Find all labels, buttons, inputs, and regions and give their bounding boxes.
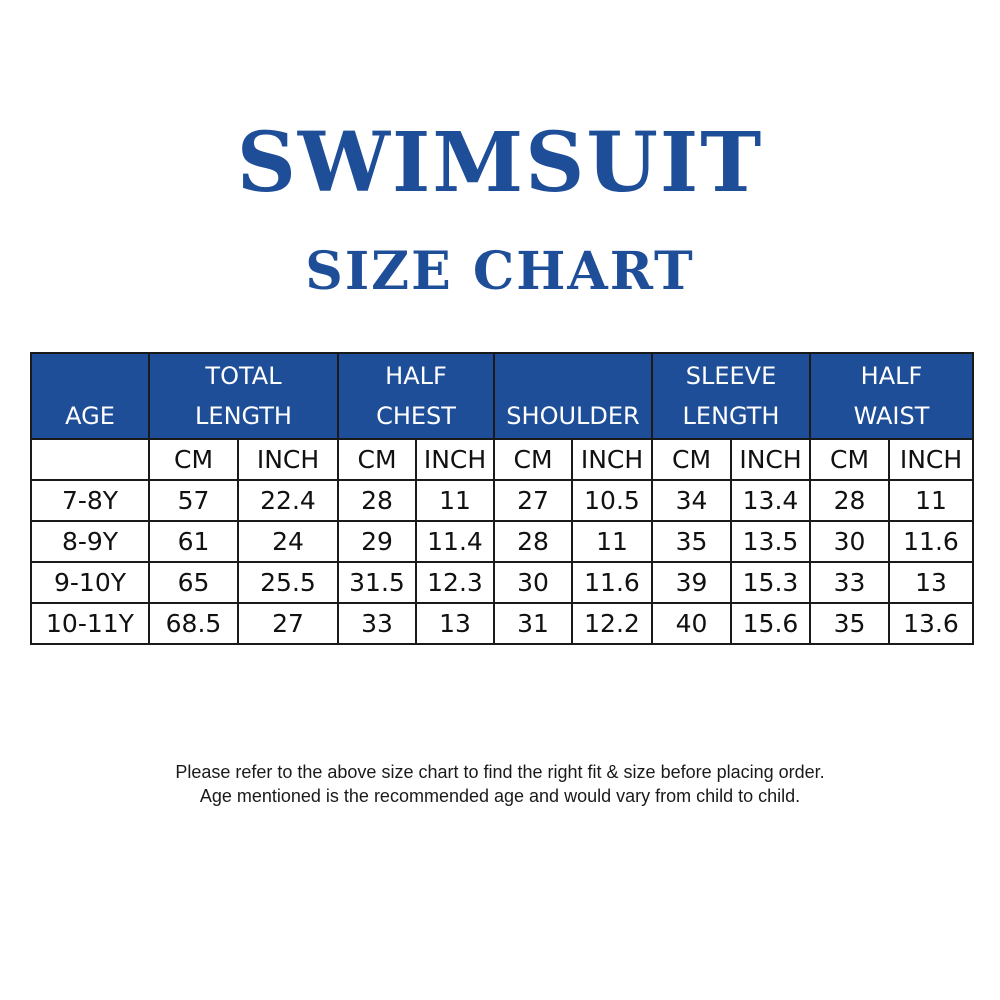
unit-cell: INCH — [416, 439, 494, 480]
value-cell: 40 — [652, 603, 731, 644]
value-cell: 24 — [238, 521, 338, 562]
value-cell: 25.5 — [238, 562, 338, 603]
value-cell: 15.3 — [731, 562, 810, 603]
header-half-waist: HALF WAIST — [810, 353, 973, 439]
value-cell: 34 — [652, 480, 731, 521]
value-cell: 68.5 — [149, 603, 238, 644]
age-cell: 7-8Y — [31, 480, 149, 521]
table-row — [31, 480, 973, 521]
unit-cell: CM — [494, 439, 572, 480]
value-cell: 13 — [889, 562, 973, 603]
unit-cell: INCH — [572, 439, 652, 480]
page-title: SWIMSUIT — [236, 115, 764, 211]
value-cell: 15.6 — [731, 603, 810, 644]
value-cell: 11 — [889, 480, 973, 521]
units-row — [31, 439, 973, 480]
unit-cell: CM — [149, 439, 238, 480]
value-cell: 65 — [149, 562, 238, 603]
value-cell: 11.6 — [572, 562, 652, 603]
value-cell: 39 — [652, 562, 731, 603]
header-sleeve-length: SLEEVE LENGTH — [652, 353, 810, 439]
value-cell: 11 — [416, 480, 494, 521]
unit-cell: CM — [810, 439, 889, 480]
value-cell: 30 — [494, 562, 572, 603]
value-cell: 28 — [494, 521, 572, 562]
page-subtitle: SIZE CHART — [305, 241, 695, 302]
value-cell: 28 — [338, 480, 416, 521]
value-cell: 13.6 — [889, 603, 973, 644]
value-cell: 22.4 — [238, 480, 338, 521]
value-cell: 10.5 — [572, 480, 652, 521]
value-cell: 30 — [810, 521, 889, 562]
unit-cell: CM — [338, 439, 416, 480]
value-cell: 12.2 — [572, 603, 652, 644]
unit-cell: CM — [652, 439, 731, 480]
table-row — [31, 603, 973, 644]
value-cell: 33 — [338, 603, 416, 644]
size-chart-table — [30, 352, 974, 645]
note-line: Age mentioned is the recommended age and would vary from child to child. — [199, 786, 801, 806]
value-cell: 35 — [652, 521, 731, 562]
age-cell: 8-9Y — [31, 521, 149, 562]
value-cell: 29 — [338, 521, 416, 562]
value-cell: 11.6 — [889, 521, 973, 562]
value-cell: 11 — [572, 521, 652, 562]
value-cell: 13.4 — [731, 480, 810, 521]
value-cell: 61 — [149, 521, 238, 562]
table-row — [31, 562, 973, 603]
header-half-chest: HALF CHEST — [338, 353, 494, 439]
age-cell: 10-11Y — [31, 603, 149, 644]
value-cell: 12.3 — [416, 562, 494, 603]
value-cell: 31 — [494, 603, 572, 644]
value-cell: 35 — [810, 603, 889, 644]
header-total-length: TOTAL LENGTH — [149, 353, 338, 439]
value-cell: 28 — [810, 480, 889, 521]
table-header-row — [31, 353, 973, 439]
age-cell: 9-10Y — [31, 562, 149, 603]
value-cell: 27 — [238, 603, 338, 644]
unit-cell: INCH — [238, 439, 338, 480]
note-line: Please refer to the above size chart to find the right fit & size before placing order. — [175, 762, 825, 782]
value-cell: 57 — [149, 480, 238, 521]
header-age: AGE — [31, 353, 149, 439]
units-age-blank — [31, 439, 149, 480]
table-row — [31, 521, 973, 562]
size-notes — [0, 760, 1000, 808]
value-cell: 11.4 — [416, 521, 494, 562]
value-cell: 27 — [494, 480, 572, 521]
value-cell: 33 — [810, 562, 889, 603]
value-cell: 13 — [416, 603, 494, 644]
unit-cell: INCH — [731, 439, 810, 480]
value-cell: 31.5 — [338, 562, 416, 603]
value-cell: 13.5 — [731, 521, 810, 562]
header-shoulder: SHOULDER — [494, 353, 652, 439]
unit-cell: INCH — [889, 439, 973, 480]
